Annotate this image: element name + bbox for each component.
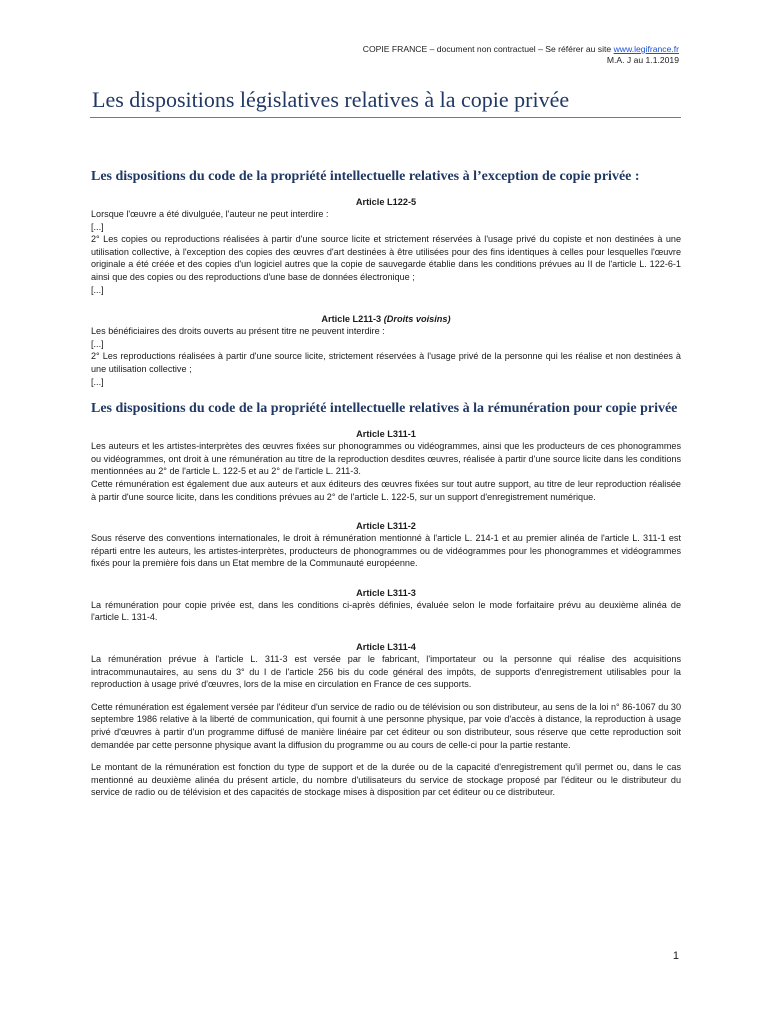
article-paragraph: [...] [91,221,104,232]
article-title-l311-2: Article L311-2 [356,521,416,532]
article-paragraph: Les bénéficiaires des droits ouverts au présent titre ne peuvent interdire : [91,326,385,337]
article-paragraph: La rémunération prévue à l'article L. 311-3 est versée par le fabricant, l'importateur ou la personne qui réalise des acquisitions intracommunautaires, au sens du 3° du I de l'article 256 bis du code général des impôts, de supports d'enregistrement utilisables pour la reproduction à usage privé d'œuvres, lors de la mise en circulation en France de ces supports. [91,654,681,690]
title-divider [90,117,681,118]
article-paragraph: Les auteurs et les artistes-interprètes des œuvres fixées sur phonogrammes ou vidéogrammes, ainsi que les producteurs de ces phonogrammes ou vidéogrammes, ont droit à une rémunération au titre de la reproduction desdites œuvres, réalisée à partir d'une source licite dans les conditions mentionnées au 2° de l'article L. 122-5 et au 2° de l'article L. 211-3. [91,441,681,477]
section-heading-remuneration: Les dispositions du code de la propriété intellectuelle relatives à la rémunération pour copie privée [91,401,678,417]
section-heading-exception: Les dispositions du code de la propriété intellectuelle relatives à l’exception de copie privée : [91,169,640,184]
header-disclaimer: COPIE FRANCE – document non contractuel – Se référer au site [362,44,614,54]
article-paragraph: Sous réserve des conventions internationales, le droit à rémunération mentionné à l'article L. 214-1 et au premier alinéa de l'article L. 311-1 est réparti entre les auteurs, les artistes-interprètes, producteurs de phonogrammes ou de vidéogrammes pour les phonogrammes et vidéogrammes fixés pour la première fois dans un Etat membre de la Communauté européenne. [91,533,681,569]
article-title-text: Article L211-3 [321,314,384,325]
header-line-1 [363,44,679,55]
article-paragraph: [...] [91,376,104,387]
article-title-l311-1: Article L311-1 [356,429,416,440]
page-title: Les dispositions législatives relatives à la copie privée [92,87,570,112]
article-paragraph: Cette rémunération est également versée par l'éditeur d'un service de radio ou de télévision ou son distributeur, au sens de la loi n° 86-1067 du 30 septembre 1986 relative à la liberté de communication, qui fournit à une personne physique, par voie d'accès à distance, la reproduction à usage privé d'œuvres à partir d'un programme diffusé de manière linéaire par cet éditeur ou son distributeur, sous réserve que cette reproduction soit demandée par cette personne physique avant la diffusion du programme ou au cours de celle-ci pour la partie restante. [91,701,681,750]
article-paragraph: Cette rémunération est également due aux auteurs et aux éditeurs des œuvres fixées sur tout autre support, au titre de leur reproduction réalisée à partir d'une source licite, dans les conditions prévues au 2° de l'article L. 122-5, sur un support d'enregistrement numérique. [91,478,681,502]
article-paragraph: Le montant de la rémunération est fonction du type de support et de la durée ou de la capacité d'enregistrement qu'il permet ou, dans le cas mentionné au deuxième alinéa du présent article, du nombre d'utilisateurs du service de stockage proposé par l'éditeur ou le distributeur du service de radio ou de télévision et des capacités de stockage mises à disposition par cet éditeur ou ce distributeur. [91,762,681,798]
article-title-l122-5: Article L122-5 [355,197,417,207]
article-paragraph: [...] [91,284,104,295]
article-paragraph: 2° Les copies ou reproductions réalisées à partir d'une source licite et strictement réservées à l'usage privé du copiste et non destinées à une utilisation collective, à l'exception des copies des œuvres d'art destinées à être utilisées pour des fins identiques à celles pour lesquelles l'œuvre originale a été créée et des copies d'un logiciel autres que la copie de sauvegarde établie dans les conditions prévues au II de l'article L. 122-6-1 ainsi que des copies ou des reproductions d'une base de données électronique ; [91,234,681,282]
article-title-l211-3 [91,313,681,325]
article-paragraph: La rémunération pour copie privée est, dans les conditions ci-après définies, évaluée selon le mode forfaitaire prévu au deuxième alinéa de l'article L. 131-4. [91,599,681,623]
page-header [363,44,679,66]
page-number: 1 [672,950,679,962]
article-title-l311-4: Article L311-4 [356,642,416,653]
header-update-date: M.A. J au 1.1.2019 [606,55,679,65]
legifrance-link[interactable]: www.legifrance.fr [613,44,679,54]
article-paragraph: 2° Les reproductions réalisées à partir d'une source licite, strictement réservées à l'usage privé de la personne qui les réalise et non destinées à une utilisation collective ; [91,351,681,374]
article-paragraph: Lorsque l'œuvre a été divulguée, l'auteur ne peut interdire : [91,209,329,219]
article-title-l311-3: Article L311-3 [356,587,416,598]
article-title-italic: (Droits voisins) [383,314,451,325]
document-body [91,168,681,799]
article-paragraph: [...] [91,338,104,349]
